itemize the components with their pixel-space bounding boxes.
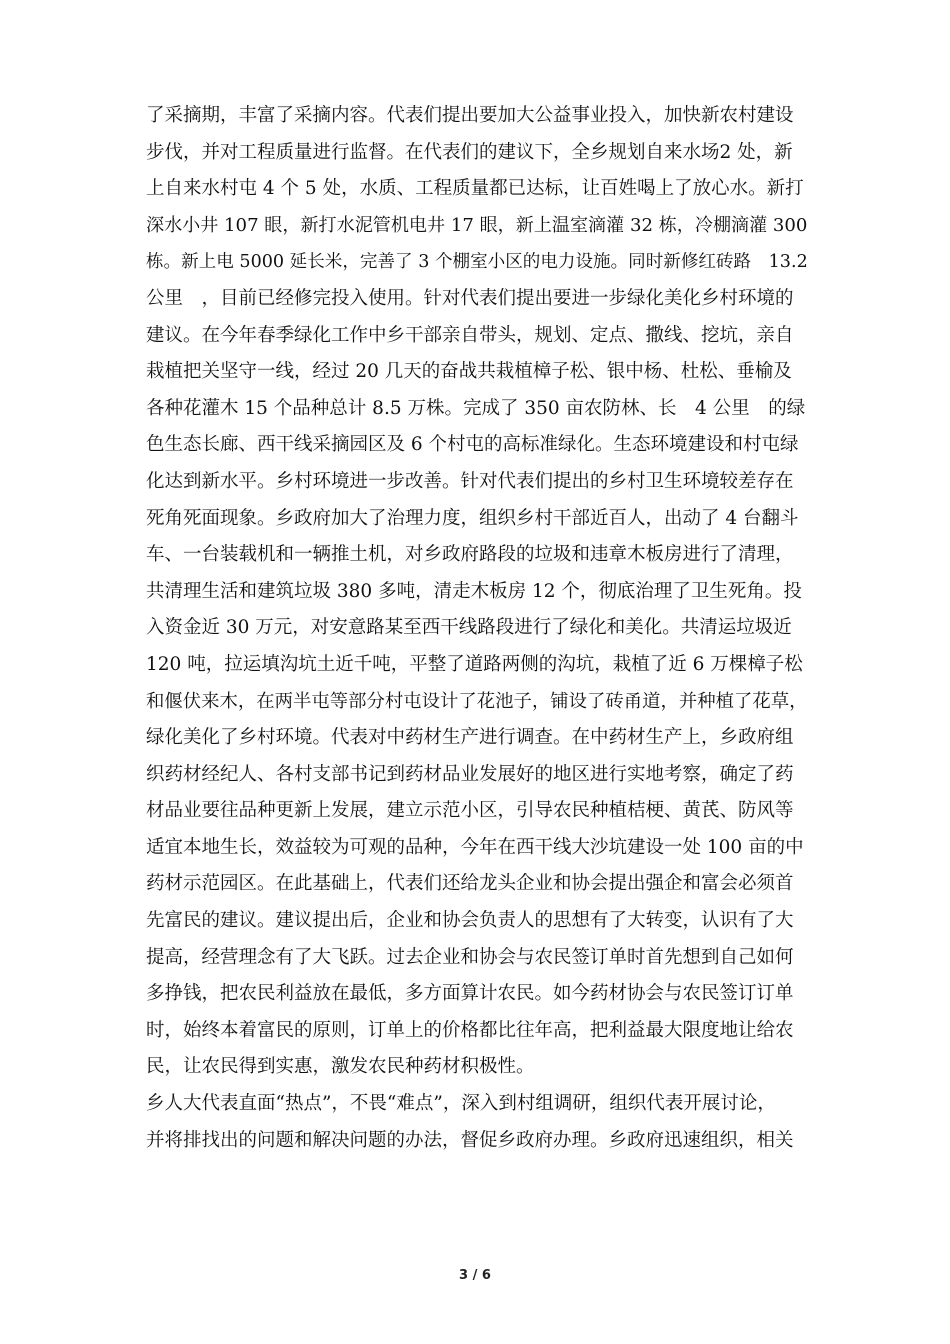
text-line: 先富民的建议。建议提出后，企业和协会负责人的思想有了大转变，认识有了大 — [146, 910, 794, 932]
text-line: 共清理生活和建筑垃圾 380 多吨，清走木板房 12 个，彻底治理了卫生死角。投 — [146, 580, 802, 602]
text-line: 并将排找出的问题和解决问题的办法，督促乡政府办理。乡政府迅速组织，相关 — [146, 1129, 794, 1151]
text-line: 建议。在今年春季绿化工作中乡干部亲自带头，规划、定点、撒线、挖坑，亲自 — [146, 324, 794, 346]
text-line: 车、一台装载机和一辆推土机，对乡政府路段的垃圾和违章木板房进行了清理， — [146, 544, 794, 566]
text-line: 多挣钱，把农民利益放在最低，多方面算计农民。如今药材协会与农民签订订单 — [146, 983, 794, 1005]
text-line: 绿化美化了乡村环境。代表对中药材生产进行调查。在中药材生产上，乡政府组 — [146, 727, 794, 749]
text-line: 提高，经营理念有了大飞跃。过去企业和协会与农民签订单时首先想到自己如何 — [146, 946, 794, 968]
text-line: 织药材经纪人、各村支部书记到药材品业发展好的地区进行实地考察，确定了药 — [146, 763, 794, 785]
text-line: 适宜本地生长，效益较为可观的品种，今年在西干线大沙坑建设一处 100 亩的中 — [146, 836, 804, 858]
text-line: 药材示范园区。在此基础上，代表们还给龙头企业和协会提出强企和富会必须首 — [146, 873, 794, 895]
text-line: 栽植把关坚守一线，经过 20 几天的奋战共栽植樟子松、银中杨、杜松、垂榆及 — [146, 361, 792, 383]
text-line: 化达到新水平。乡村环境进一步改善。针对代表们提出的乡村卫生环境较差存在 — [146, 470, 794, 492]
text-line: 入资金近 30 万元，对安意路某至西干线路段进行了绿化和美化。共清运垃圾近 — [146, 617, 792, 639]
text-line: 120 吨，拉运填沟坑土近千吨，平整了道路两侧的沟坑，栽植了近 6 万棵樟子松 — [146, 653, 803, 675]
text-line: 上自来水村屯 4 个 5 处，水质、工程质量都已达标，让百姓喝上了放心水。新打 — [146, 178, 804, 200]
text-line: 色生态长廊、西干线采摘园区及 6 个村屯的高标准绿化。生态环境建设和村屯绿 — [146, 434, 799, 456]
page-number: 3 / 6 — [459, 1268, 491, 1283]
text-line: 材品业要往品种更新上发展，建立示范小区，引导农民种植桔梗、黄芪、防风等 — [146, 800, 794, 822]
text-line: 死角死面现象。乡政府加大了治理力度，组织乡村干部近百人，出动了 4 台翻斗 — [146, 507, 799, 529]
text-line: 深水小井 107 眼，新打水泥管机电井 17 眼，新上温室滴灌 32 栋，冷棚滴灌 300 — [146, 214, 808, 236]
text-line: 时，始终本着富民的原则，订单上的价格都比往年高，把利益最大限度地让给农 — [146, 1019, 794, 1041]
text-line: 步伐，并对工程质量进行监督。在代表们的建议下，全乡规划自来水场2 处，新 — [146, 141, 793, 163]
text-line: 公里 ，目前已经修完投入使用。针对代表们提出要进一步绿化美化乡村环境的 — [146, 287, 794, 309]
text-line: 了采摘期，丰富了采摘内容。代表们提出要加大公益事业投入，加快新农村建设 — [146, 105, 794, 126]
text-line: 各种花灌木 15 个品种总计 8.5 万株。完成了 350 亩农防林、长 4 公里 的绿 — [146, 397, 806, 419]
text-line: 民，让农民得到实惠，激发农民种药材积极性。 — [146, 1056, 535, 1078]
text-line: 乡人大代表直面“热点”，不畏“难点”，深入到村组调研，组织代表开展讨论， — [146, 1093, 776, 1115]
text-line: 和偃伏来木，在两半屯等部分村屯设计了花池子，铺设了砖甬道，并种植了花草， — [146, 690, 808, 712]
text-line: 栋。新上电 5000 延长米，完善了 3 个棚室小区的电力设施。同时新修红砖路 13.2 — [146, 252, 808, 273]
document-body — [146, 98, 808, 1159]
